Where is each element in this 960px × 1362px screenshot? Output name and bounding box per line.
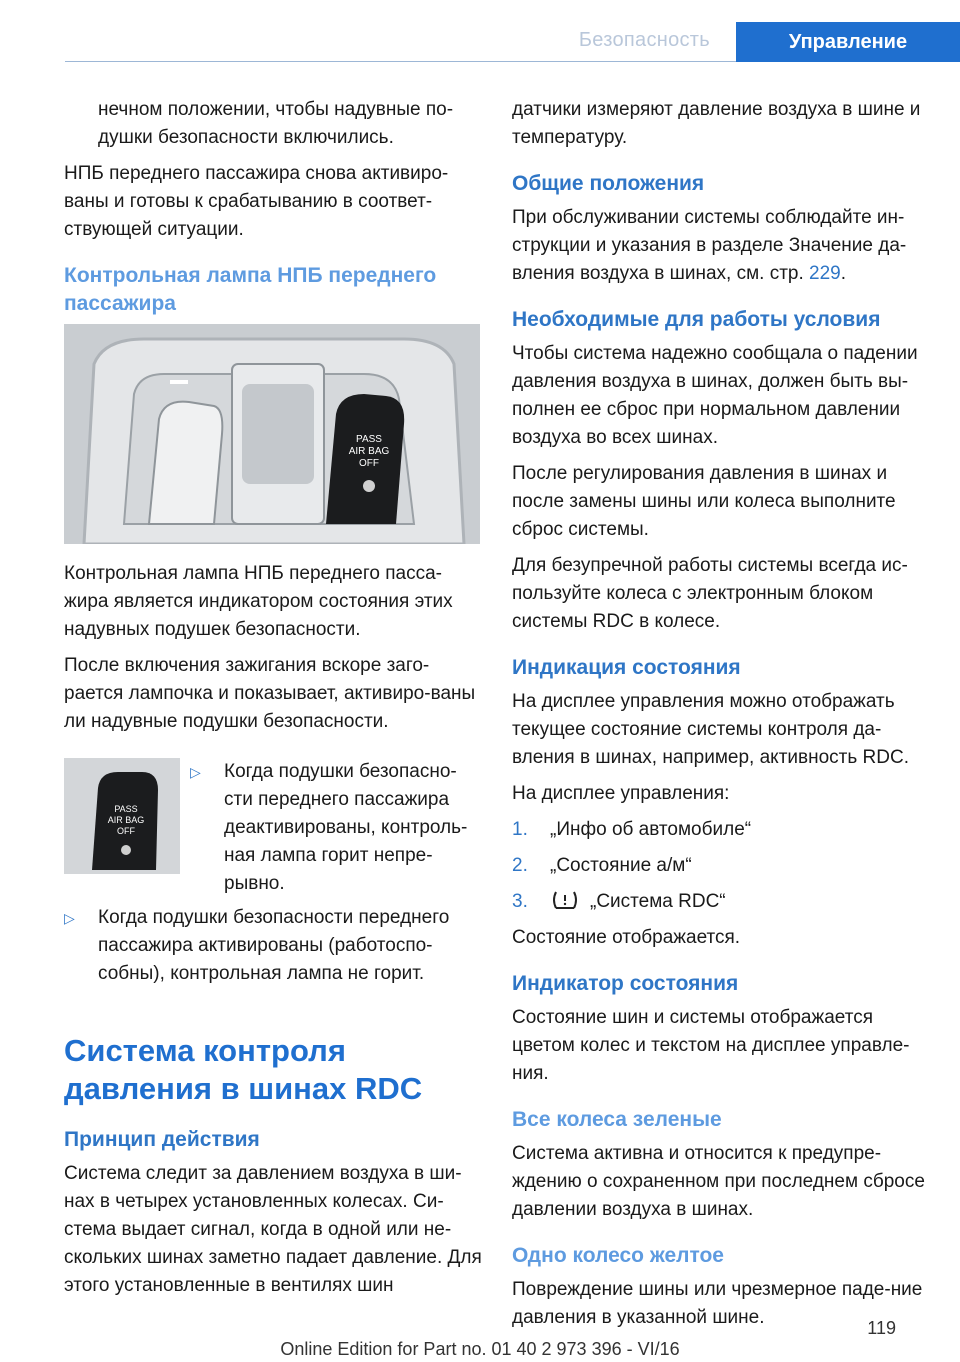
heading-required: Необходимые для работы условия bbox=[512, 308, 881, 331]
heading-display: Индикация состояния bbox=[512, 656, 741, 679]
list-item bbox=[512, 852, 928, 880]
passenger-icon bbox=[363, 480, 375, 492]
airbag-off-button-photo bbox=[64, 758, 180, 874]
list-item bbox=[512, 888, 928, 916]
paragraph: Система активна и относится к предупре-ждению о сохраненном при последнем сбросе давлении воздуха в шинах. bbox=[512, 1143, 925, 1220]
heading-rdc: Система контроля давления в шинах RDC bbox=[64, 1033, 423, 1106]
header-tab-active[interactable]: Управление bbox=[736, 22, 960, 62]
paragraph: нечном положении, чтобы надувные по-душки безопасности включились. bbox=[98, 99, 454, 148]
edition-footer: Online Edition for Part no. 01 40 2 973 396 - VI/16 bbox=[280, 1339, 680, 1359]
passenger-icon bbox=[121, 845, 131, 855]
paragraph: После включения зажигания вскоре заго-рается лампочка и показывает, активиро-ваны ли надувные подушки безопасности. bbox=[64, 655, 476, 732]
page-number: 119 bbox=[867, 1318, 896, 1338]
paragraph: датчики измеряют давление воздуха в шине и температуру. bbox=[512, 99, 921, 148]
list-item bbox=[190, 758, 484, 898]
right-column bbox=[512, 96, 928, 1340]
step-text: „Состояние а/м“ bbox=[550, 855, 692, 876]
bullet-text: Когда подушки безопасно-сти переднего пассажира деактивированы, контроль-ная лампа горит непре-рывно. bbox=[224, 761, 468, 894]
left-column bbox=[64, 96, 484, 1308]
paragraph: На дисплее управления можно отображать текущее состояние системы контроля да-вления в шинах, например, активность RDC. bbox=[512, 691, 909, 768]
heading-general: Общие положения bbox=[512, 172, 705, 195]
paragraph bbox=[512, 204, 928, 288]
heading-green: Все колеса зеленые bbox=[512, 1108, 722, 1131]
lamp-row bbox=[64, 758, 484, 898]
paragraph: Повреждение шины или чрезмерное паде-ние давления в указанной шине. bbox=[512, 1279, 923, 1328]
paragraph: Состояние шин и системы отображается цветом колес и текстом на дисплее управле-ния. bbox=[512, 1007, 910, 1084]
step-number: 1. bbox=[512, 819, 528, 840]
triangle-bullet-icon: ▷ bbox=[64, 910, 75, 926]
paragraph: На дисплее управления: bbox=[512, 783, 730, 804]
airbag-switch-photo bbox=[64, 324, 480, 544]
page-header bbox=[0, 22, 960, 62]
paragraph: Система следит за давлением воздуха в ши-нах в четырех установленных колесах. Си-стема выдает сигнал, когда в одной или не-скольких шинах заметно падает давление. Для этого установленные в вентилях шин bbox=[64, 1163, 482, 1296]
thumb-label: OFF bbox=[117, 826, 135, 836]
heading-lamp: Контрольная лампа НПБ переднего пассажира bbox=[64, 264, 437, 315]
heading-indicator: Индикатор состояния bbox=[512, 972, 739, 995]
heading-principle: Принцип действия bbox=[64, 1128, 260, 1151]
triangle-bullet-icon: ▷ bbox=[190, 764, 201, 780]
header-section[interactable]: Безопасность bbox=[578, 29, 710, 51]
paragraph: Чтобы система надежно сообщала о падении давления воздуха в шинах, должен быть вы-полнен ее сброс при нормальном давлении воздуха во всех шинах. bbox=[512, 343, 918, 448]
paragraph: Для безупречной работы системы всегда ис-пользуйте колеса с электронным блоком системы RDC в колесе. bbox=[512, 555, 908, 632]
bullet-text: Когда подушки безопасности переднего пассажира активированы (работоспо-собны), контрольная лампа не горит. bbox=[98, 907, 450, 984]
step-number: 3. bbox=[512, 891, 528, 912]
paragraph: После регулирования давления в шинах и после замены шины или колеса выполните сброс системы. bbox=[512, 463, 896, 540]
steps-list bbox=[512, 816, 928, 916]
photo-label: PASS bbox=[356, 434, 382, 445]
paragraph-text: . bbox=[840, 263, 847, 284]
paragraph: Состояние отображается. bbox=[512, 927, 741, 948]
step-text: „Система RDC“ bbox=[590, 891, 726, 912]
step-text: „Инфо об автомобиле“ bbox=[550, 819, 752, 840]
page-link[interactable]: 229 bbox=[809, 263, 841, 284]
tire-pressure-icon bbox=[550, 888, 580, 912]
paragraph: Контрольная лампа НПБ переднего пасса-жира является индикатором состояния этих надувных подушек безопасности. bbox=[64, 563, 453, 640]
thumb-label: PASS bbox=[114, 804, 138, 814]
photo-label: AIR BAG bbox=[348, 446, 390, 457]
photo-label: OFF bbox=[359, 458, 379, 469]
paragraph-text: При обслуживании системы соблюдайте ин-струкции и указания в разделе Значение да-вления воздуха в шинах, см. стр. bbox=[512, 207, 907, 284]
thumb-label: AIR BAG bbox=[107, 815, 145, 825]
list-item bbox=[64, 904, 484, 988]
step-number: 2. bbox=[512, 855, 528, 876]
paragraph: НПБ переднего пассажира снова активиро-ваны и готовы к срабатыванию в соответ-ствующей ситуации. bbox=[64, 163, 449, 240]
heading-yellow: Одно колесо желтое bbox=[512, 1244, 724, 1267]
list-item bbox=[512, 816, 928, 844]
